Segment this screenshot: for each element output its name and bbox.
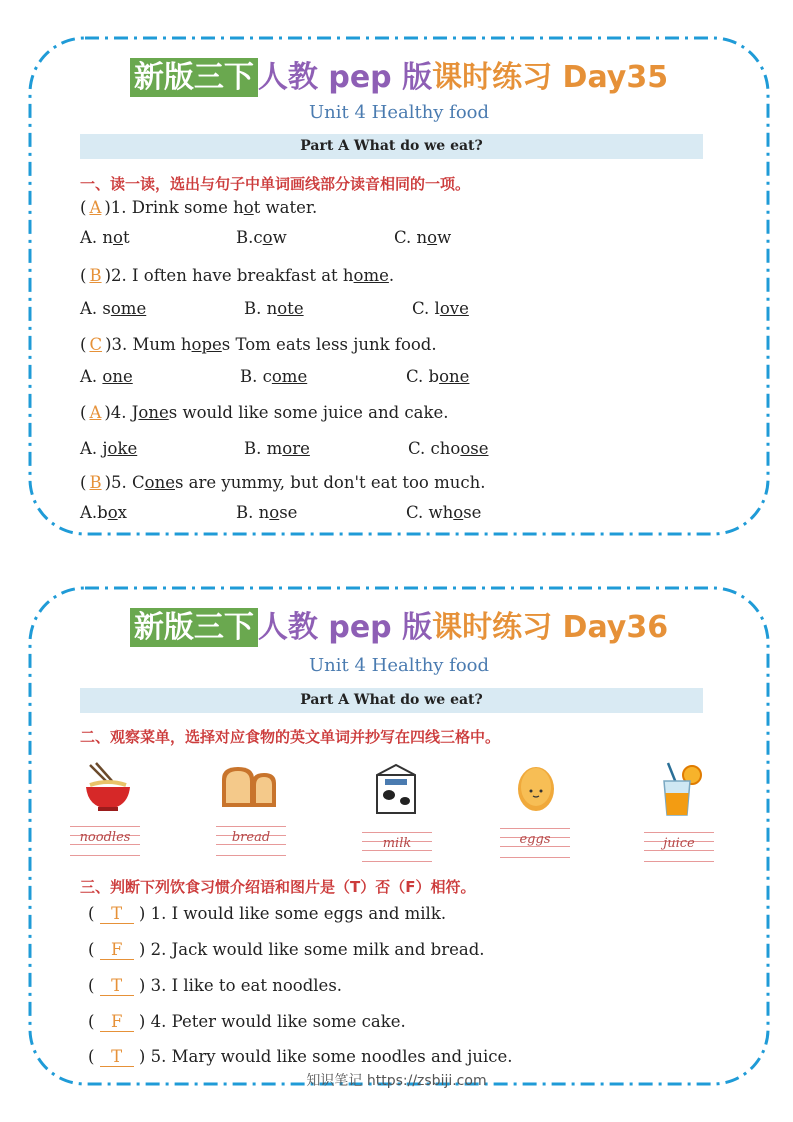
section-heading: 一、读一读，选出与句子中单词画线部分读音相同的一项。 <box>80 175 471 193</box>
option-c: C. whose <box>406 503 482 522</box>
answer: F <box>100 1012 134 1032</box>
section-heading: 二、观察菜单，选择对应食物的英文单词并抄写在四线三格中。 <box>80 728 501 746</box>
question-4: ( A )4. Jones would like some juice and cake. <box>80 403 449 422</box>
egg-icon <box>514 761 558 813</box>
title-purple: 人教 pep 版 <box>257 60 433 95</box>
title-purple: 人教 pep 版 <box>257 610 433 645</box>
food-bread <box>208 761 288 813</box>
writing-lines-bread: bread <box>216 826 286 854</box>
food-milk <box>356 761 436 817</box>
unit-heading: Unit 4 Healthy food <box>308 655 490 676</box>
option-a: A. one <box>80 367 133 386</box>
writing-lines-milk: milk <box>362 832 432 860</box>
question-5: ( B )5. Cones are yummy, but don't eat too much. <box>80 473 486 492</box>
bread-icon <box>216 761 280 813</box>
answer: A <box>89 198 102 217</box>
unit-heading: Unit 4 Healthy food <box>308 102 490 123</box>
food-juice <box>640 761 720 817</box>
page-title <box>28 602 770 646</box>
option-b: B. come <box>240 367 308 386</box>
answer: B <box>89 266 102 285</box>
title-green: 新版三下 <box>130 608 258 647</box>
tf-item-3: ( T ) 3. I like to eat noodles. <box>88 976 343 995</box>
option-c: C. bone <box>406 367 470 386</box>
question-3: ( C )3. Mum hopes Tom eats less junk food. <box>80 335 437 354</box>
answer: C <box>89 335 103 354</box>
milk-icon <box>369 761 423 817</box>
writing-lines-juice: juice <box>644 832 714 860</box>
option-b: B. more <box>244 439 310 458</box>
question-1: ( A )1. Drink some hot water. <box>80 198 318 217</box>
section-heading: 三、判断下列饮食习惯介绍语和图片是（T）否（F）相符。 <box>80 878 476 896</box>
page-title <box>28 52 770 96</box>
answer: B <box>89 473 102 492</box>
footer-watermark: 知识笔记 https://zsbiji.com <box>306 1073 487 1089</box>
tf-item-4: ( F ) 4. Peter would like some cake. <box>88 1012 406 1031</box>
question-2: ( B )2. I often have breakfast at home. <box>80 266 395 285</box>
part-bar: Part A What do we eat? <box>80 688 703 713</box>
option-b: B.cow <box>236 228 287 247</box>
noodles-icon <box>78 761 138 813</box>
option-b: B. note <box>244 299 304 318</box>
title-green: 新版三下 <box>130 58 258 97</box>
answer: A <box>89 403 102 422</box>
option-a: A. some <box>80 299 147 318</box>
answer: F <box>100 940 134 960</box>
option-a: A. not <box>80 228 130 247</box>
juice-icon <box>652 761 708 817</box>
tf-item-2: ( F ) 2. Jack would like some milk and bread. <box>88 940 485 959</box>
worksheet-card-day35 <box>28 36 770 538</box>
food-eggs <box>496 761 576 813</box>
writing-lines-eggs: eggs <box>500 828 570 856</box>
tf-item-1: ( T ) 1. I would like some eggs and milk. <box>88 904 447 923</box>
option-c: C. love <box>412 299 469 318</box>
answer: T <box>100 1047 134 1067</box>
part-bar: Part A What do we eat? <box>80 134 703 159</box>
option-c: C. now <box>394 228 452 247</box>
option-b: B. nose <box>236 503 298 522</box>
writing-lines-noodles: noodles <box>70 826 140 854</box>
option-c: C. choose <box>408 439 489 458</box>
answer: T <box>100 976 134 996</box>
option-a: A.box <box>80 503 127 522</box>
worksheet-card-day36 <box>28 586 770 1088</box>
food-noodles <box>68 761 148 813</box>
option-a: A. joke <box>80 439 138 458</box>
title-orange: 课时练习 Day36 <box>432 610 669 645</box>
title-orange: 课时练习 Day35 <box>432 60 669 95</box>
answer: T <box>100 904 134 924</box>
tf-item-5: ( T ) 5. Mary would like some noodles and juice. <box>88 1047 513 1066</box>
